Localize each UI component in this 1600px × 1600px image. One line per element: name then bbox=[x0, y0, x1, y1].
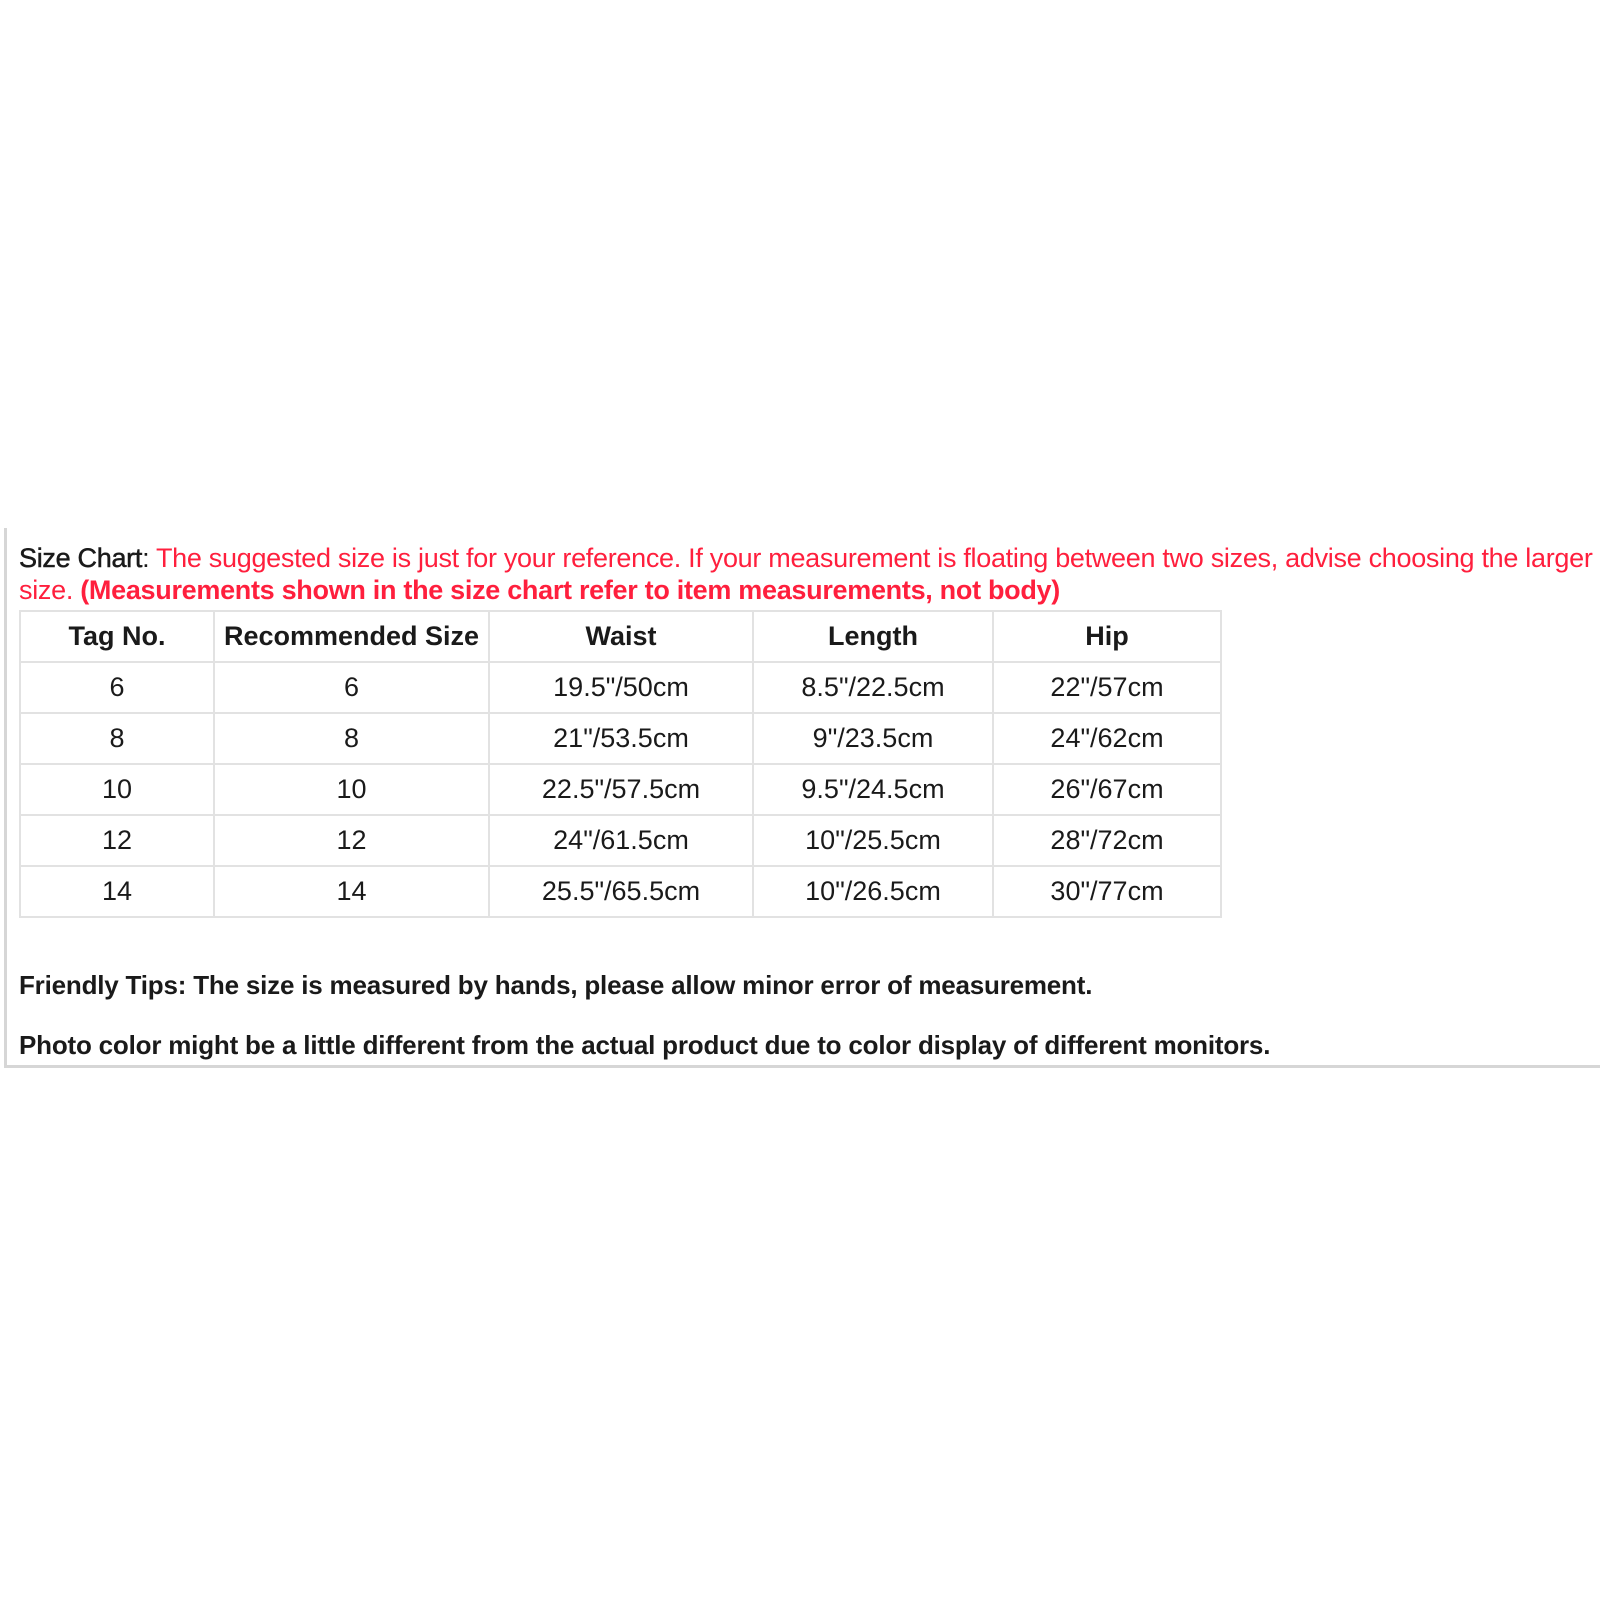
cell-hip: 28"/72cm bbox=[993, 815, 1221, 866]
cell-recommended-size: 8 bbox=[214, 713, 489, 764]
cell-hip: 26"/67cm bbox=[993, 764, 1221, 815]
size-chart-label: Size Chart bbox=[19, 543, 143, 573]
cell-recommended-size: 10 bbox=[214, 764, 489, 815]
table-row bbox=[20, 662, 1221, 713]
cell-tag-no: 10 bbox=[20, 764, 214, 815]
table-row bbox=[20, 866, 1221, 917]
cell-waist: 24"/61.5cm bbox=[489, 815, 753, 866]
cell-recommended-size: 6 bbox=[214, 662, 489, 713]
cell-tag-no: 14 bbox=[20, 866, 214, 917]
header-tag-no: Tag No. bbox=[20, 611, 214, 662]
cell-length: 10"/25.5cm bbox=[753, 815, 993, 866]
cell-waist: 21"/53.5cm bbox=[489, 713, 753, 764]
size-chart-panel bbox=[4, 528, 1600, 1068]
size-table bbox=[19, 610, 1222, 918]
cell-length: 9.5"/24.5cm bbox=[753, 764, 993, 815]
header-waist: Waist bbox=[489, 611, 753, 662]
cell-hip: 30"/77cm bbox=[993, 866, 1221, 917]
cell-tag-no: 6 bbox=[20, 662, 214, 713]
header-length: Length bbox=[753, 611, 993, 662]
cell-tag-no: 8 bbox=[20, 713, 214, 764]
cell-hip: 24"/62cm bbox=[993, 713, 1221, 764]
table-row bbox=[20, 764, 1221, 815]
cell-recommended-size: 14 bbox=[214, 866, 489, 917]
header-hip: Hip bbox=[993, 611, 1221, 662]
cell-tag-no: 12 bbox=[20, 815, 214, 866]
table-header-row bbox=[20, 611, 1221, 662]
header-recommended-size: Recommended Size bbox=[214, 611, 489, 662]
friendly-tips-text: Friendly Tips: The size is measured by hands, please allow minor error of measurement. bbox=[19, 970, 1093, 1000]
cell-waist: 22.5"/57.5cm bbox=[489, 764, 753, 815]
cell-hip: 22"/57cm bbox=[993, 662, 1221, 713]
cell-waist: 19.5"/50cm bbox=[489, 662, 753, 713]
table-row bbox=[20, 713, 1221, 764]
cell-recommended-size: 12 bbox=[214, 815, 489, 866]
size-chart-note-bold: (Measurements shown in the size chart refer to item measurements, not body) bbox=[80, 575, 1060, 605]
cell-length: 10"/26.5cm bbox=[753, 866, 993, 917]
cell-waist: 25.5"/65.5cm bbox=[489, 866, 753, 917]
table-row bbox=[20, 815, 1221, 866]
size-chart-colon: : bbox=[142, 543, 156, 573]
cell-length: 9"/23.5cm bbox=[753, 713, 993, 764]
photo-color-note: Photo color might be a little different from the actual product due to color display of different monitors. bbox=[19, 1030, 1271, 1060]
size-chart-intro bbox=[19, 542, 1599, 606]
cell-length: 8.5"/22.5cm bbox=[753, 662, 993, 713]
size-chart-note: The suggested size is just for your reference. If your measurement is floating between two sizes, advise choosing the larger size. bbox=[19, 543, 1593, 605]
